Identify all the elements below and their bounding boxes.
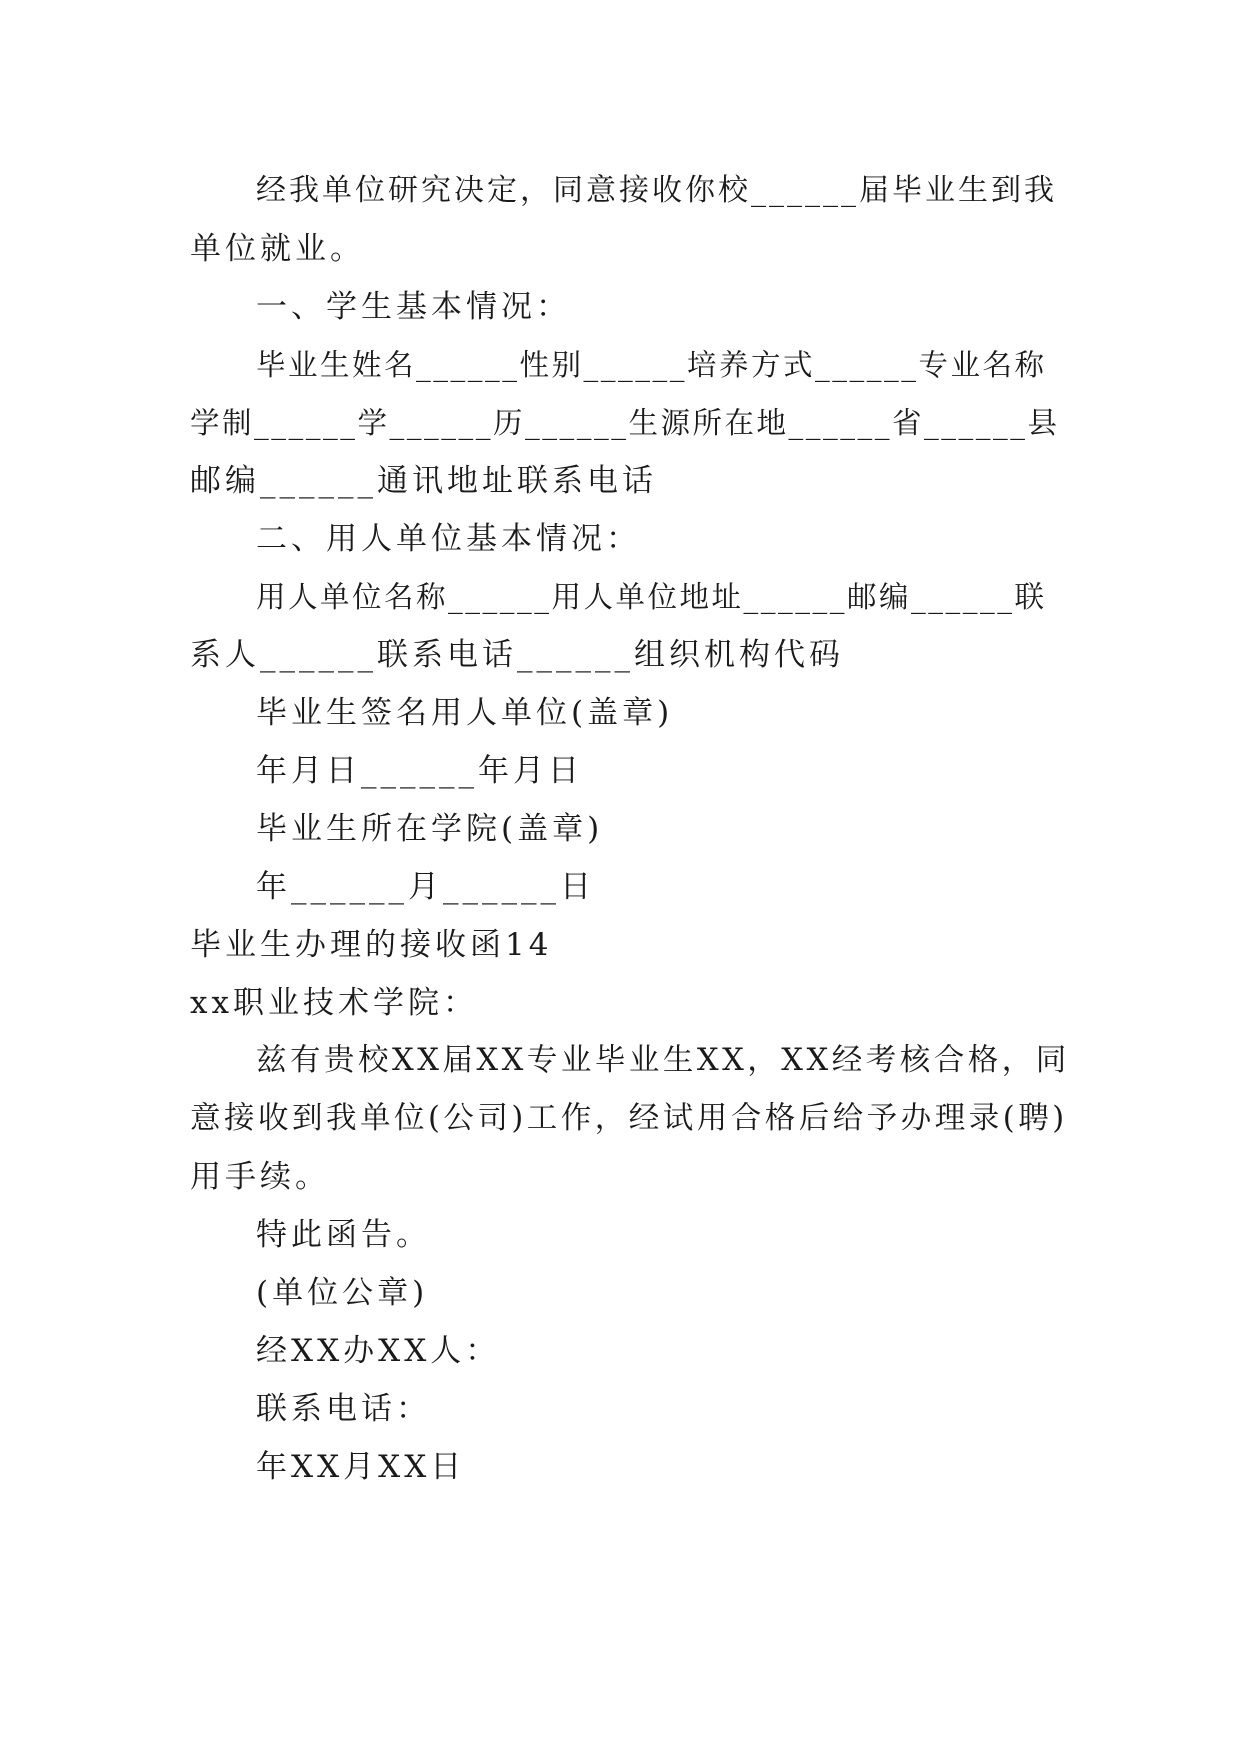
company-seal-label: (单位公章): [256, 1275, 429, 1311]
letter-body-line: 兹有贵校XX届XX专业毕业生XX，XX经考核合格，同: [256, 1043, 1070, 1078]
paragraph-line: 经我单位研究决定，同意接收你校______届毕业生到我: [256, 173, 1057, 208]
document-page: [190, 162, 1070, 1496]
signature-line: 毕业生所在学院(盖章): [256, 811, 604, 847]
form-line: 毕业生姓名______性别______培养方式______专业名称: [256, 348, 1047, 382]
form-line: 学制______学______历______生源所在地______省______县: [190, 406, 1060, 440]
date-line: 年月日______年月日: [256, 753, 583, 789]
section-heading: 二、用人单位基本情况：: [256, 521, 641, 557]
letter-body-line: 用手续。: [190, 1159, 330, 1195]
letter-closing: 特此函告。: [256, 1217, 431, 1253]
form-line: 用人单位名称______用人单位地址______邮编______联: [256, 580, 1047, 614]
signature-line: 毕业生签名用人单位(盖章): [256, 695, 674, 731]
paragraph-line: 单位就业。: [190, 231, 365, 267]
section-heading: 一、学生基本情况：: [256, 289, 571, 325]
letter-addressee: xx职业技术学院：: [190, 985, 478, 1021]
form-line: 邮编______通讯地址联系电话: [190, 463, 657, 499]
handler-line: 经XX办XX人：: [256, 1333, 501, 1369]
date-line: 年XX月XX日: [256, 1449, 466, 1485]
letter-title: 毕业生办理的接收函14: [190, 927, 553, 963]
date-line: 年______月______日: [256, 869, 595, 905]
contact-phone-line: 联系电话：: [256, 1391, 431, 1427]
letter-body-line: 意接收到我单位(公司)工作，经试用合格后给予办理录(聘): [190, 1101, 1068, 1136]
form-line: 系人______联系电话______组织机构代码: [190, 637, 844, 673]
